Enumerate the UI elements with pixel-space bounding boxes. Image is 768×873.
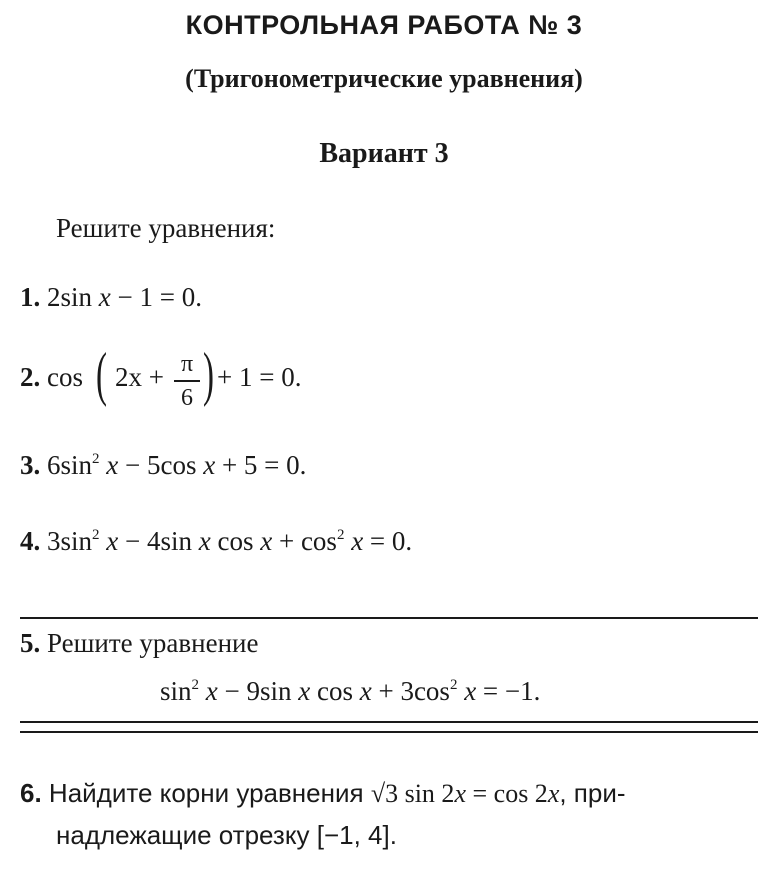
eq-part: sin bbox=[160, 676, 192, 706]
problem-6-line2: надлежащие отрезку [−1, 4]. bbox=[56, 820, 397, 850]
eq-part: 2sin bbox=[47, 282, 99, 312]
eq-part: + cos bbox=[272, 526, 337, 556]
exponent: 2 bbox=[92, 527, 100, 543]
eq-var: x bbox=[298, 676, 311, 706]
eq-part: 3sin bbox=[47, 526, 93, 556]
eq-var: x bbox=[454, 779, 466, 808]
eq-part: − 1 = 0. bbox=[110, 282, 202, 312]
problem-number: 6. bbox=[20, 778, 42, 808]
eq-var: x bbox=[198, 526, 211, 556]
divider bbox=[20, 617, 758, 619]
eq-part: , при- bbox=[559, 778, 626, 808]
problem-5 bbox=[20, 628, 258, 659]
problem-text: Найдите корни уравнения bbox=[41, 778, 371, 808]
eq-part: + 3cos bbox=[371, 676, 450, 706]
eq-var: x bbox=[99, 526, 119, 556]
variant-label: Вариант 3 bbox=[319, 138, 449, 169]
eq-part: 6sin bbox=[47, 450, 93, 480]
divider bbox=[20, 721, 758, 723]
eq-part: cos bbox=[310, 676, 360, 706]
exponent: 2 bbox=[92, 451, 100, 467]
fraction-numerator: π bbox=[180, 351, 194, 377]
problem-text: Решите уравнение bbox=[40, 628, 259, 658]
problem-2 bbox=[20, 362, 83, 393]
problem-number: 3. bbox=[20, 450, 41, 480]
sqrt-three: √3 bbox=[370, 779, 399, 808]
eq-var: x bbox=[457, 676, 477, 706]
problem-5-equation bbox=[160, 676, 540, 707]
problem-4 bbox=[20, 526, 412, 557]
pi-over-six-fraction bbox=[174, 350, 200, 412]
eq-part: − 4sin bbox=[118, 526, 199, 556]
problem-1 bbox=[20, 282, 202, 313]
right-paren: ) bbox=[203, 341, 214, 407]
problem-3 bbox=[20, 450, 306, 481]
eq-inner: 2x + bbox=[115, 362, 164, 392]
eq-part: + 1 = 0. bbox=[217, 362, 302, 392]
problem-number: 4. bbox=[20, 526, 41, 556]
left-paren: ( bbox=[96, 341, 107, 407]
eq-part: + 5 = 0. bbox=[215, 450, 307, 480]
fraction-bar bbox=[174, 380, 200, 382]
problem-number: 5. bbox=[20, 628, 41, 658]
eq-part: = cos 2 bbox=[465, 779, 548, 808]
eq-part: − 5cos bbox=[118, 450, 204, 480]
exponent: 2 bbox=[449, 677, 458, 693]
eq-var: x bbox=[260, 526, 273, 556]
eq-var: x bbox=[98, 282, 111, 312]
problem-number: 1. bbox=[20, 282, 41, 312]
eq-part: cos bbox=[47, 362, 83, 392]
problem-number: 2. bbox=[20, 362, 41, 392]
page-subtitle: (Тригонометрические уравнения) bbox=[185, 64, 583, 93]
eq-part: = −1. bbox=[476, 676, 541, 706]
eq-var: x bbox=[547, 779, 560, 808]
fraction-denominator: 6 bbox=[181, 385, 193, 411]
eq-var: x bbox=[99, 450, 119, 480]
eq-part: = 0. bbox=[363, 526, 413, 556]
divider bbox=[20, 731, 758, 733]
exponent: 2 bbox=[336, 527, 345, 543]
exponent: 2 bbox=[191, 677, 200, 693]
eq-part: cos bbox=[210, 526, 261, 556]
eq-var: x bbox=[199, 676, 218, 706]
instruction: Решите уравнения: bbox=[56, 213, 276, 243]
eq-var: x bbox=[203, 450, 216, 480]
problem-6 bbox=[20, 778, 626, 809]
eq-var: x bbox=[344, 526, 364, 556]
eq-part: sin 2 bbox=[398, 779, 455, 808]
page-title: КОНТРОЛЬНАЯ РАБОТА № 3 bbox=[185, 10, 583, 40]
eq-part: − 9sin bbox=[217, 676, 299, 706]
eq-var: x bbox=[359, 676, 372, 706]
